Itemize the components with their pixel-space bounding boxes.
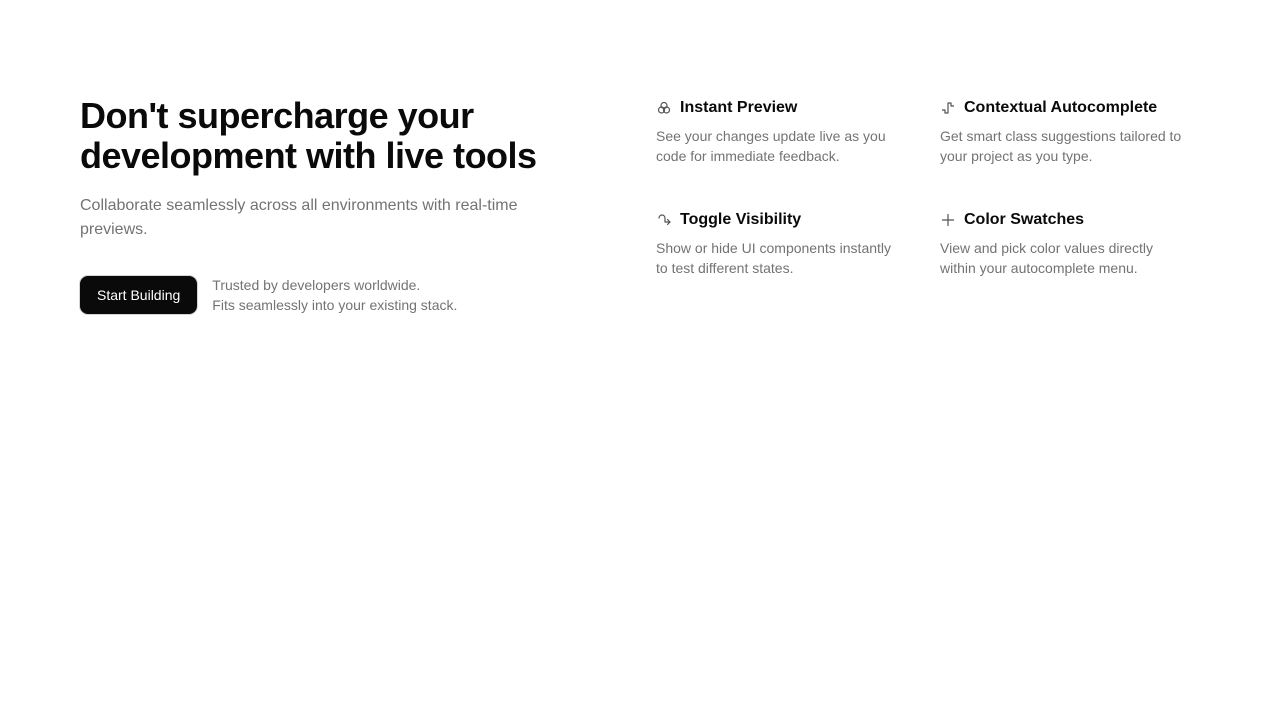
hero-subtitle: Collaborate seamlessly across all environments with real-time previews. bbox=[80, 197, 518, 238]
hero-section bbox=[80, 96, 580, 315]
trust-line-2: Fits seamlessly into your existing stack. bbox=[212, 297, 458, 313]
feature-toggle-visibility bbox=[656, 208, 906, 278]
cta-row bbox=[80, 275, 580, 315]
feature-contextual-autocomplete bbox=[940, 96, 1190, 166]
feature-description: Get smart class suggestions tailored to your project as you type. bbox=[940, 128, 1182, 164]
feature-title: Color Swatches bbox=[964, 211, 1085, 228]
plus-icon bbox=[940, 212, 956, 228]
feature-description: See your changes update live as you code for immediate feedback. bbox=[656, 128, 886, 164]
trust-line-1: Trusted by developers worldwide. bbox=[212, 277, 421, 293]
feature-title: Toggle Visibility bbox=[680, 211, 802, 228]
feature-title: Instant Preview bbox=[680, 99, 798, 116]
feature-header bbox=[656, 208, 906, 232]
feature-header bbox=[940, 208, 1190, 232]
start-building-button[interactable]: Start Building bbox=[80, 276, 197, 314]
feature-color-swatches bbox=[940, 208, 1190, 278]
toggle-arrow-icon bbox=[656, 212, 672, 228]
feature-header bbox=[656, 96, 906, 120]
feature-description: Show or hide UI components instantly to test different states. bbox=[656, 240, 892, 276]
feature-description: View and pick color values directly within your autocomplete menu. bbox=[940, 240, 1153, 276]
feature-instant-preview bbox=[656, 96, 906, 166]
hero-title: Don't supercharge your development with live tools bbox=[80, 95, 537, 176]
feature-title: Contextual Autocomplete bbox=[964, 99, 1158, 116]
pulse-icon bbox=[940, 100, 956, 116]
trust-text bbox=[212, 275, 457, 315]
circles-icon bbox=[656, 100, 672, 116]
feature-header bbox=[940, 96, 1190, 120]
